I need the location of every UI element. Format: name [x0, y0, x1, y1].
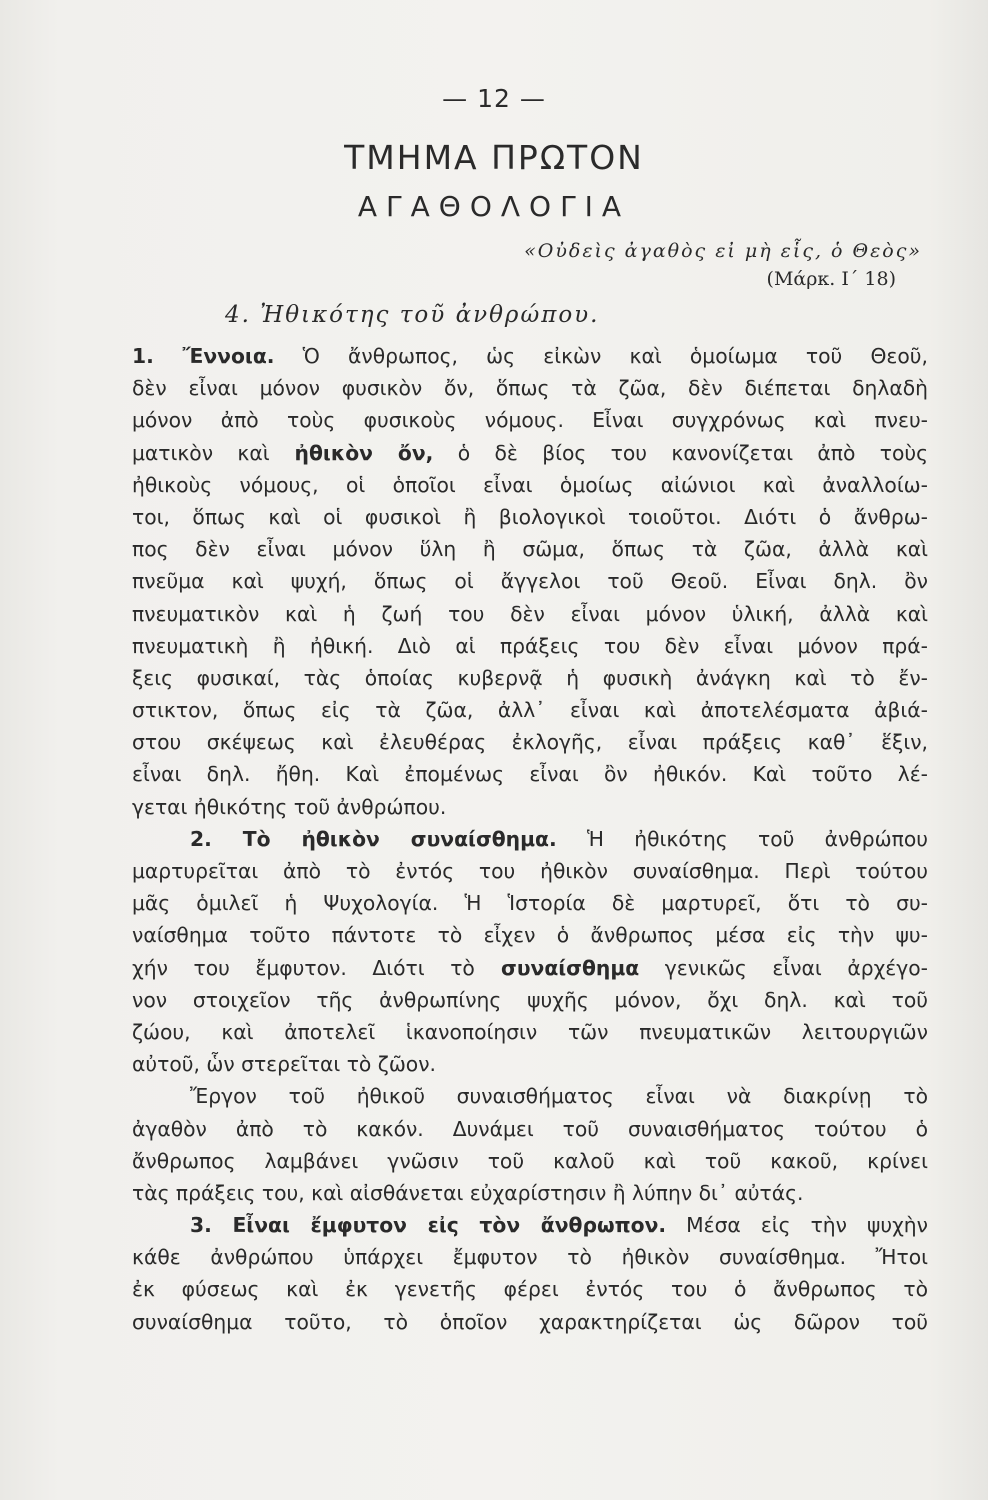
text-line	[132, 1273, 928, 1305]
line-text: ματικὸν καὶ	[132, 440, 270, 465]
line-text: μαρτυρεῖται ἀπὸ τὸ ἐντός του ἠθικὸν συναίσθημα. Περὶ τούτου	[132, 859, 928, 883]
line-text: στικτον, ὅπως εἰς τὰ ζῶα, ἀλλ᾿ εἶναι καὶ ἀποτελέσματα ἀβιά-	[132, 698, 928, 723]
line-text: πνευματικὸν καὶ ἡ ζωή του δὲν εἶναι μόνον ὑλική, ἀλλὰ καὶ	[132, 601, 928, 626]
line-text: τὰς πράξεις του, καὶ αἰσθάνεται εὐχαρίστησιν ἢ λύπην δι᾿ αὐτάς.	[132, 1180, 804, 1205]
text-line	[132, 1306, 928, 1338]
paragraph-heading: 2. Τὸ ἠθικὸν συναίσθημα.	[190, 826, 557, 851]
text-line	[132, 662, 928, 694]
line-text: κάθε ἀνθρώπου ὑπάρχει ἔμφυτον τὸ ἠθικὸν συναίσθημα. Ἤτοι	[132, 1245, 928, 1270]
line-text: γεται ἠθικότης τοῦ ἀνθρώπου.	[132, 794, 447, 819]
text-line	[132, 1177, 928, 1209]
text-line	[132, 823, 928, 855]
paragraph-heading: ἠθικὸν ὄν,	[269, 440, 434, 465]
text-line	[132, 501, 928, 533]
paragraph-heading: συναίσθημα	[474, 955, 640, 980]
text-line	[132, 726, 928, 758]
line-text: στου σκέψεως καὶ ἐλευθέρας ἐκλογῆς, εἶναι πράξεις καθ᾿ ἕξιν,	[132, 730, 928, 755]
line-text: μόνον ἀπὸ τοὺς φυσικοὺς νόμους. Εἶναι συγχρόνως καὶ πνευ-	[132, 408, 928, 433]
text-line	[132, 533, 928, 565]
text-line	[132, 340, 928, 372]
line-text: νον στοιχεῖον τῆς ἀνθρωπίνης ψυχῆς μόνον, ὄχι δηλ. καὶ τοῦ	[132, 987, 928, 1012]
line-text: πνεῦμα καὶ ψυχή, ὅπως οἱ ἄγγελοι τοῦ Θεοῦ. Εἶναι δηλ. ὂν	[132, 569, 928, 594]
chapter-title: 4. Ἠθικότης τοῦ ἀνθρώπου.	[225, 302, 600, 328]
text-line	[132, 694, 928, 726]
text-line	[132, 919, 928, 951]
line-text: πος δὲν εἶναι μόνον ὕλη ἢ σῶμα, ὅπως τὰ ζῶα, ἀλλὰ καὶ	[132, 537, 928, 562]
text-line	[132, 437, 928, 469]
text-line	[132, 1113, 928, 1145]
line-text: Ὁ ἄνθρωπος, ὡς εἰκὼν καὶ ὁμοίωμα τοῦ Θεοῦ,	[274, 344, 928, 368]
line-text: ξεις φυσικαί, τὰς ὁποίας κυβερνᾷ ἡ φυσικὴ ἀνάγκη καὶ τὸ ἔν-	[132, 665, 928, 690]
text-line	[132, 565, 928, 597]
text-line	[132, 952, 928, 984]
line-text: πνευματικὴ ἢ ἠθική. Διὸ αἱ πράξεις του δὲν εἶναι μόνον πρά-	[132, 633, 928, 658]
line-text: αὐτοῦ, ὧν στερεῖται τὸ ζῶον.	[132, 1052, 436, 1077]
paragraph-heading: 3. Εἶναι ἔμφυτον εἰς τὸν ἄνθρωπον.	[190, 1213, 667, 1238]
text-line	[132, 598, 928, 630]
line-text: γενικῶς εἶναι ἀρχέγο-	[639, 955, 928, 980]
section-title: ΤΜΗΜΑ ΠΡΩΤΟΝ	[344, 138, 644, 177]
line-text: ναίσθημα τοῦτο πάντοτε τὸ εἶχεν ὁ ἄνθρωπος μέσα εἰς τὴν ψυ-	[132, 923, 928, 948]
text-line	[132, 1048, 928, 1080]
epigraph-reference: (Μάρκ. Ι΄ 18)	[766, 268, 896, 290]
line-text: ἠθικοὺς νόμους, οἱ ὁποῖοι εἶναι ὁμοίως αἰώνιοι καὶ ἀναλλοίω-	[132, 472, 928, 497]
paragraph-heading: 1. Ἔννοια.	[132, 344, 275, 368]
line-text: ἐκ φύσεως καὶ ἐκ γενετῆς φέρει ἐντός του ὁ ἄνθρωπος τὸ	[132, 1277, 928, 1302]
text-line	[132, 1209, 928, 1241]
text-line	[132, 1145, 928, 1177]
line-text: μᾶς ὁμιλεῖ ἡ Ψυχολογία. Ἡ Ἱστορία δὲ μαρτυρεῖ, ὅτι τὸ συ-	[132, 891, 928, 916]
line-text: δὲν εἶναι μόνον φυσικὸν ὄν, ὅπως τὰ ζῶα, δὲν διέπεται δηλαδὴ	[132, 376, 928, 401]
body-text	[132, 340, 928, 1338]
text-line	[132, 1080, 928, 1112]
text-line	[132, 887, 928, 919]
text-line	[132, 372, 928, 404]
text-line	[132, 1241, 928, 1273]
subsection-title: ΑΓΑΘΟΛΟΓΙΑ	[357, 190, 631, 223]
page-number: — 12 —	[442, 84, 546, 113]
text-line	[132, 1016, 928, 1048]
text-line	[132, 404, 928, 436]
text-line	[132, 984, 928, 1016]
line-text: Ἔργον τοῦ ἠθικοῦ συναισθήματος εἶναι νὰ διακρίνῃ τὸ	[190, 1084, 928, 1109]
epigraph-quote: «Οὐδεὶς ἀγαθὸς εἰ μὴ εἷς, ὁ Θεὸς»	[524, 240, 922, 262]
text-line	[132, 758, 928, 790]
line-text: Ἡ ἠθικότης τοῦ ἀνθρώπου	[556, 826, 928, 851]
line-text: Μέσα εἰς τὴν ψυχὴν	[666, 1213, 928, 1238]
text-line	[132, 630, 928, 662]
line-text: εἶναι δηλ. ἤθη. Καὶ ἐπομένως εἶναι ὂν ἠθικόν. Καὶ τοῦτο λέ-	[132, 762, 928, 787]
line-text: συναίσθημα τοῦτο, τὸ ὁποῖον χαρακτηρίζεται ὡς δῶρον τοῦ	[132, 1309, 928, 1334]
line-text: χήν του ἔμφυτον. Διότι τὸ	[132, 955, 475, 980]
line-text: ἄνθρωπος λαμβάνει γνῶσιν τοῦ καλοῦ καὶ τοῦ κακοῦ, κρίνει	[132, 1148, 928, 1173]
line-text: ὁ δὲ βίος του κανονίζεται ἀπὸ τοὺς	[433, 440, 929, 465]
line-text: ζώου, καὶ ἀποτελεῖ ἱκανοποίησιν τῶν πνευματικῶν λειτουργιῶν	[132, 1019, 928, 1044]
line-text: τοι, ὅπως καὶ οἱ φυσικοὶ ἢ βιολογικοὶ τοιοῦτοι. Διότι ὁ ἄνθρω-	[132, 504, 928, 529]
text-line	[132, 791, 928, 823]
line-text: ἀγαθὸν ἀπὸ τὸ κακόν. Δυνάμει τοῦ συναισθήματος τούτου ὁ	[132, 1116, 928, 1141]
text-line	[132, 469, 928, 501]
text-line	[132, 855, 928, 887]
